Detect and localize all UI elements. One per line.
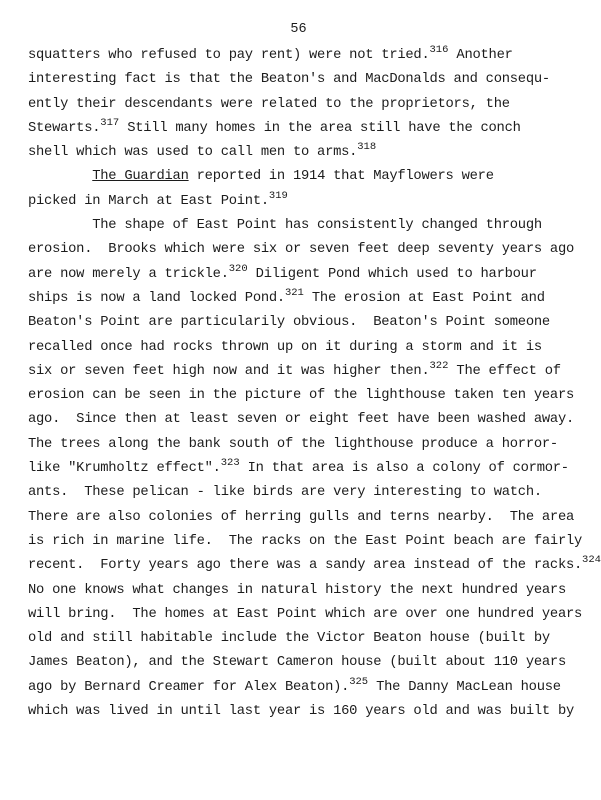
text-segment: shell which was used to call men to arms.	[28, 145, 358, 161]
footnote-ref: 318	[357, 141, 377, 154]
text-segment: Diligent Pond which used to harbour	[247, 266, 537, 282]
text-segment: ships is now a land locked Pond.	[28, 290, 285, 306]
text-line	[28, 336, 588, 360]
text-segment: ants. These pelican - like birds are very interesting to watch.	[28, 485, 542, 501]
text-line	[28, 263, 588, 287]
text-segment: Beaton's Point are particularily obvious. Beaton's Point someone	[28, 315, 550, 331]
text-segment: Stewarts.	[28, 120, 101, 136]
text-segment: erosion can be seen in the picture of the lighthouse taken ten years	[28, 388, 575, 404]
text-segment: James Beaton), and the Stewart Cameron house (built about 110 years	[28, 655, 566, 671]
text-segment	[28, 169, 92, 184]
text-line	[28, 238, 588, 262]
text-line	[28, 481, 588, 505]
text-line	[28, 651, 588, 675]
text-segment: There are also colonies of herring gulls and terns nearby. The area	[28, 509, 575, 525]
text-segment: ago by Bernard Creamer for Alex Beaton).	[28, 679, 350, 695]
text-line	[28, 627, 588, 651]
text-line	[28, 676, 588, 700]
text-segment: squatters who refused to pay rent) were not tried.	[28, 48, 430, 63]
text-line	[28, 44, 588, 68]
text-segment: erosion. Brooks which were six or seven feet deep seventy years ago	[28, 242, 575, 258]
footnote-ref: 316	[429, 44, 449, 56]
text-line	[28, 530, 588, 554]
text-segment: interesting fact is that the Beaton's and MacDonalds and consequ-	[28, 72, 550, 88]
text-segment: reported in 1914 that Mayflowers were	[188, 169, 494, 185]
footnote-ref: 321	[284, 286, 304, 299]
text-line	[28, 408, 588, 432]
text-segment: ently their descendants were related to the proprietors, the	[28, 96, 510, 112]
text-line	[28, 165, 588, 189]
text-line	[28, 68, 588, 92]
footnote-ref: 325	[349, 675, 369, 688]
text-line	[28, 93, 588, 117]
text-segment: six or seven feet high now and it was higher then.	[28, 363, 430, 379]
text-segment: The trees along the bank south of the lighthouse produce a horror-	[28, 436, 558, 452]
underlined-title: The Guardian	[92, 169, 189, 185]
text-segment: The effect of	[448, 363, 561, 379]
text-segment: old and still habitable include the Victor Beaton house (built by	[28, 631, 550, 647]
footnote-ref: 319	[268, 189, 288, 202]
text-segment: The shape of East Point has consistently changed through	[28, 218, 542, 234]
text-line	[28, 117, 588, 141]
text-line	[28, 579, 588, 603]
text-line	[28, 506, 588, 530]
text-line	[28, 360, 588, 384]
text-segment: The Danny MacLean house	[368, 679, 561, 695]
footnote-ref: 322	[429, 359, 449, 372]
text-line	[28, 311, 588, 335]
text-segment: Still many homes in the area still have the conch	[119, 120, 521, 136]
body-text	[28, 44, 601, 724]
text-segment: recent. Forty years ago there was a sandy area instead of the racks.	[28, 558, 583, 574]
text-segment: ago. Since then at least seven or eight feet have been washed away.	[28, 412, 575, 428]
text-segment: No one knows what changes in natural history the next hundred years	[28, 582, 566, 598]
text-segment: In that area is also a colony of cormor-	[239, 461, 569, 477]
text-line	[28, 190, 588, 214]
page-number: 56	[290, 22, 307, 37]
text-line	[28, 384, 588, 408]
text-line	[28, 457, 588, 481]
text-segment: like "Krumholtz effect".	[28, 461, 221, 477]
text-line	[28, 603, 588, 627]
text-segment: is rich in marine life. The racks on the East Point beach are fairly	[28, 533, 583, 549]
text-line	[28, 287, 588, 311]
text-segment: recalled once had rocks thrown up on it during a storm and it is	[28, 339, 542, 355]
text-segment: The erosion at East Point and	[303, 290, 545, 306]
footnote-ref: 320	[228, 262, 248, 275]
text-line	[28, 433, 588, 457]
text-line	[28, 141, 588, 165]
text-segment: Another	[448, 48, 513, 63]
text-segment: picked in March at East Point.	[28, 193, 269, 209]
footnote-ref: 317	[100, 116, 120, 129]
text-line	[28, 554, 601, 578]
footnote-ref: 324	[582, 554, 601, 567]
text-segment: will bring. The homes at East Point which are over one hundred years	[28, 606, 583, 622]
text-line	[28, 214, 588, 238]
text-segment: which was lived in until last year is 160 years old and was built by	[28, 704, 575, 720]
text-line	[28, 700, 588, 724]
text-segment: are now merely a trickle.	[28, 266, 229, 282]
footnote-ref: 323	[220, 457, 240, 470]
